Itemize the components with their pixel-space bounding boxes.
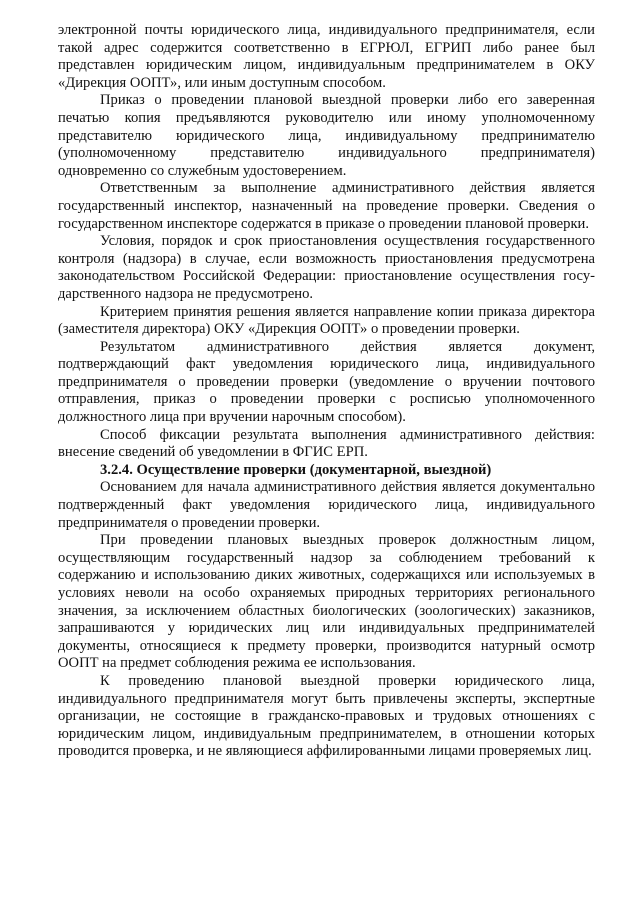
paragraph-responsible-inspector: Ответственным за выполнение административного действия является государственный инспектор, назначенный на проведение проверки. Сведения о государственном инспекторе содержатся в приказе о проведении плановой проверки. <box>58 180 595 232</box>
paragraph-result-recording: Способ фиксации результата выполнения административного действия: внесение сведений об уведомлении в ФГИС ЕРП. <box>58 426 595 461</box>
paragraph-action-result: Результатом административного действия является документ, подтверждающий факт уведомления юридического лица, индивидуального предпринимателя о проведении проверки (уведомление о вручении почтового отправления, приказ о проведении проверки с росписью уполномоченного должностного лица при вручении нарочным способом). <box>58 338 595 426</box>
paragraph-decision-criterion: Критерием принятия решения является направление копии приказа директора (заместителя директора) ОКУ «Дирекция ООПТ» о проведении проверки. <box>58 303 595 338</box>
paragraph-field-inspection: При проведении плановых выездных проверок должностным лицом, осуществляющим государственный надзор за соблюдением требований к содержанию и использованию диких животных, содержащихся или используемых в условиях неволи на особо охраняемых природных территориях регионального значения, за исключением областных биологических (зоологических) заказников, запрашиваются у юридических лиц или индивидуальных предпринимателей документы, относящиеся к предмету проверки, производится натурный осмотр ООПТ на предмет соблюдения режима ее использования. <box>58 532 595 672</box>
paragraph-order-presentation: Приказ о проведении плановой выездной проверки либо его заверенная печатью копия предъявляются руководителю или иному уполномоченному представителю юридического лица, индивидуальному предпринимателю (уполномоченному представителю индивидуального предпринимателя) одновременно со служебным удостоверением. <box>58 92 595 179</box>
paragraph-experts: К проведению плановой выездной проверки юридического лица, индивидуального предпринимателя могут быть привлечены эксперты, экспертные организации, не состоящие в гражданско-правовых и трудовых отношениях с юридическим лицом, индивидуальным предпринимателем, в отношении которых проводится проверка, и не являющиеся аффилированными лицами проверяемых лиц. <box>58 672 595 760</box>
paragraph-suspension-conditions: Условия, порядок и срок приостановления осуществления государственного контроля (надзора) в случае, если возможность приостановления предусмотрена законодательством Российской Федерации: приостановление осуществления государственного надзора не предусмотрено. <box>58 233 595 302</box>
document-body <box>58 22 595 761</box>
paragraph-basis: Основанием для начала административного действия является документально подтвержденный факт уведомления юридического лица, индивидуального предпринимателя о проведении проверки. <box>58 479 595 531</box>
paragraph-email-continuation: электронной почты юридического лица, индивидуального предпринимателя, если такой адрес содержится соответственно в ЕГРЮЛ, ЕГРИП либо ранее был представлен юридическим лицом, индивидуальным предпринимателем в ОКУ «Дирекция ООПТ», или иным доступным способом. <box>58 22 595 91</box>
section-heading: 3.2.4. Осуществление проверки (документарной, выездной) <box>100 461 492 478</box>
